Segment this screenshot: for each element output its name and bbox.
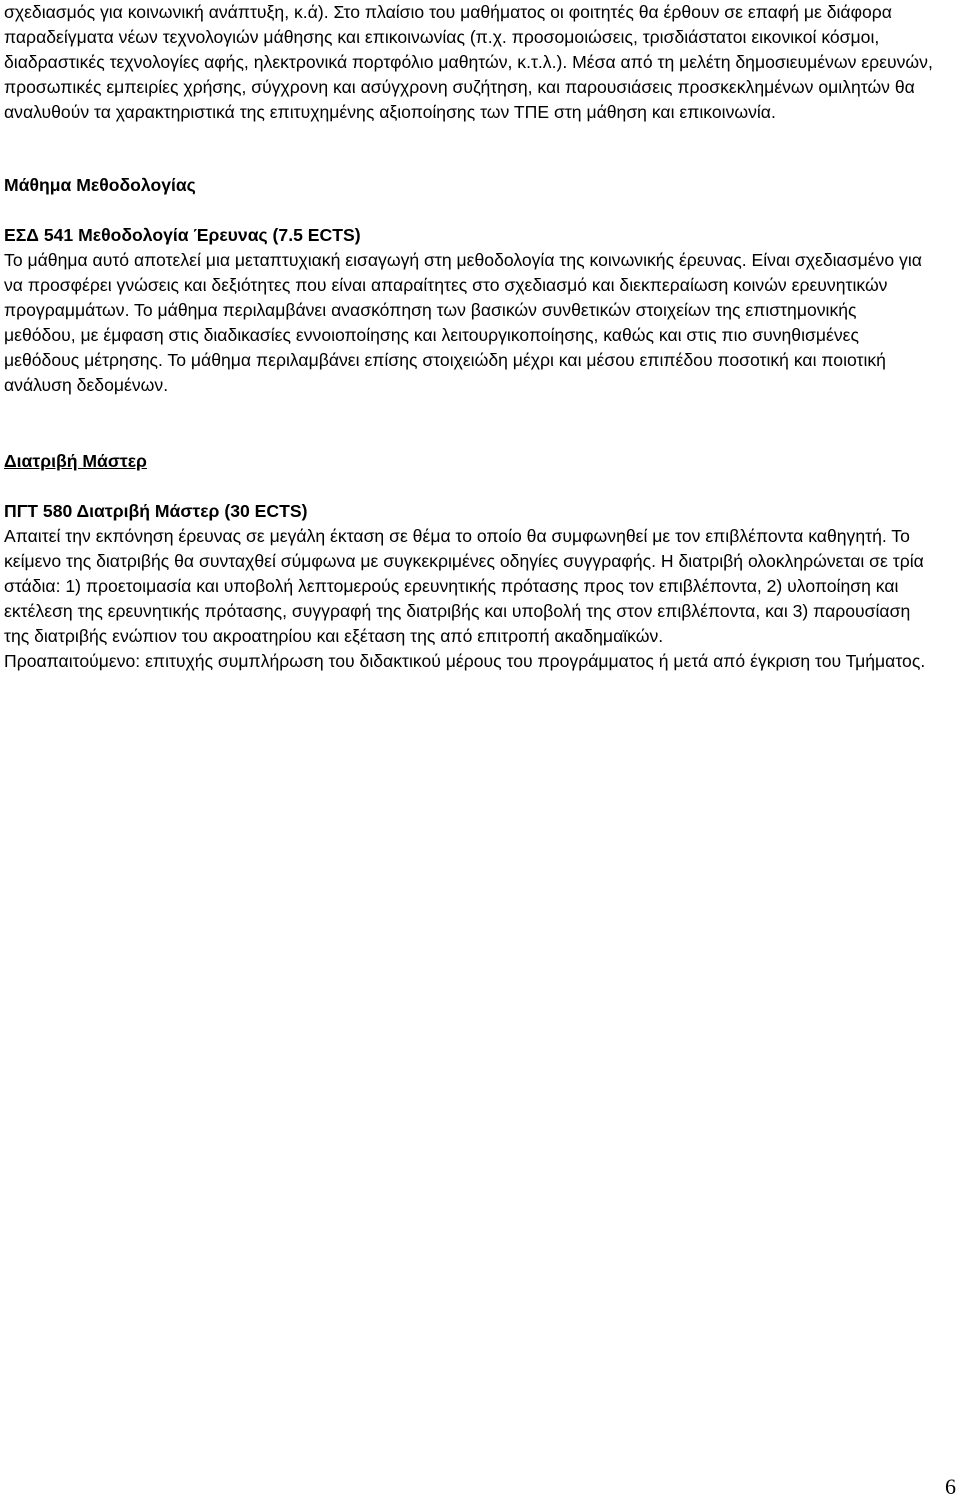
methodology-line: να προσφέρει γνώσεις και δεξιότητες που είναι απαραίτητες στο σχεδιασμό και διεκπεραίωση κοινών ερευνητικών: [4, 275, 888, 295]
thesis-description: [4, 524, 956, 674]
methodology-line: Το μάθημα αυτό αποτελεί μια μεταπτυχιακή εισαγωγή στη μεθοδολογία της κοινωνικής έρευνας. Είναι σχεδιασμένο για: [4, 250, 922, 270]
thesis-line: στάδια: 1) προετοιμασία και υποβολή λεπτομερούς ερευνητικής πρότασης προς τον επιβλέποντα, 2) υλοποίηση και: [4, 576, 899, 596]
intro-line: παραδείγματα νέων τεχνολογιών μάθησης και επικοινωνίας (π.χ. προσομοιώσεις, τρισδιάστατοι εικονικοί κόσμοι,: [4, 27, 880, 47]
thesis-course-title-text: ΠΓΤ 580 Διατριβή Μάστερ (30 ECTS): [4, 501, 308, 521]
methodology-line: προγραμμάτων. Το μάθημα περιλαμβάνει ανασκόπηση των βασικών συνθετικών στοιχείων της επιστημονικής: [4, 300, 857, 320]
intro-paragraph: [4, 0, 956, 125]
intro-line: σχεδιασμός για κοινωνική ανάπτυξη, κ.ά). Στο πλαίσιο του μαθήματος οι φοιτητές θα έρθουν σε επαφή με διάφορα: [4, 2, 892, 22]
intro-line: διαδραστικές τεχνολογίες αφής, ηλεκτρονικά πορτφόλιο μαθητών, κ.τ.λ.). Μέσα από τη μελέτη δημοσιευμένων ερευνών,: [4, 52, 933, 72]
intro-line: προσωπικές εμπειρίες χρήσης, σύγχρονη και ασύγχρονη συζήτηση, και παρουσιάσεις προσκεκλημένων ομιλητών θα: [4, 77, 915, 97]
thesis-course-title: [4, 499, 307, 524]
thesis-line: εκτέλεση της ερευνητικής πρότασης, συγγραφή της διατριβής και υποβολή της στον επιβλέποντα, και 3) παρουσίαση: [4, 601, 911, 621]
methodology-section-title: Μάθημα Μεθοδολογίας: [4, 175, 196, 195]
thesis-section-title: Διατριβή Μάστερ: [4, 451, 147, 471]
thesis-line: Απαιτεί την εκπόνηση έρευνας σε μεγάλη έκταση σε θέμα το οποίο θα συμφωνηθεί με τον επιβλέποντα καθηγητή. Το: [4, 526, 910, 546]
page-number: 6: [945, 1474, 956, 1499]
thesis-line: της διατριβής ενώπιον του ακροατηρίου και εξέταση της από επιτροπή ακαδημαϊκών.: [4, 626, 664, 646]
methodology-description: [4, 248, 956, 398]
thesis-line: κείμενο της διατριβής θα συνταχθεί σύμφωνα με συγκεκριμένες οδηγίες συγγραφής. Η διατριβή ολοκληρώνεται σε τρία: [4, 551, 924, 571]
methodology-line: μεθόδου, με έμφαση στις διαδικασίες εννοιοποίησης και λειτουργικοποίησης, καθώς και στις πιο συνηθισμένες: [4, 325, 859, 345]
thesis-prerequisite: Προαπαιτούμενο: επιτυχής συμπλήρωση του διδακτικού μέρους του προγράμματος ή μετά από έγκριση του Τμήματος.: [4, 651, 926, 671]
methodology-line: ανάλυση δεδομένων.: [4, 375, 169, 395]
methodology-line: μεθόδους μέτρησης. Το μάθημα περιλαμβάνει επίσης στοιχειώδη μέχρι και μέσου επιπέδου ποσοτική και ποιοτική: [4, 350, 886, 370]
methodology-course-title: ΕΣΔ 541 Μεθοδολογία Έρευνας (7.5 ECTS): [4, 225, 361, 245]
intro-line: αναλυθούν τα χαρακτηριστικά της επιτυχημένης αξιοποίησης των ΤΠΕ στη μάθηση και επικοινωνία.: [4, 102, 776, 122]
